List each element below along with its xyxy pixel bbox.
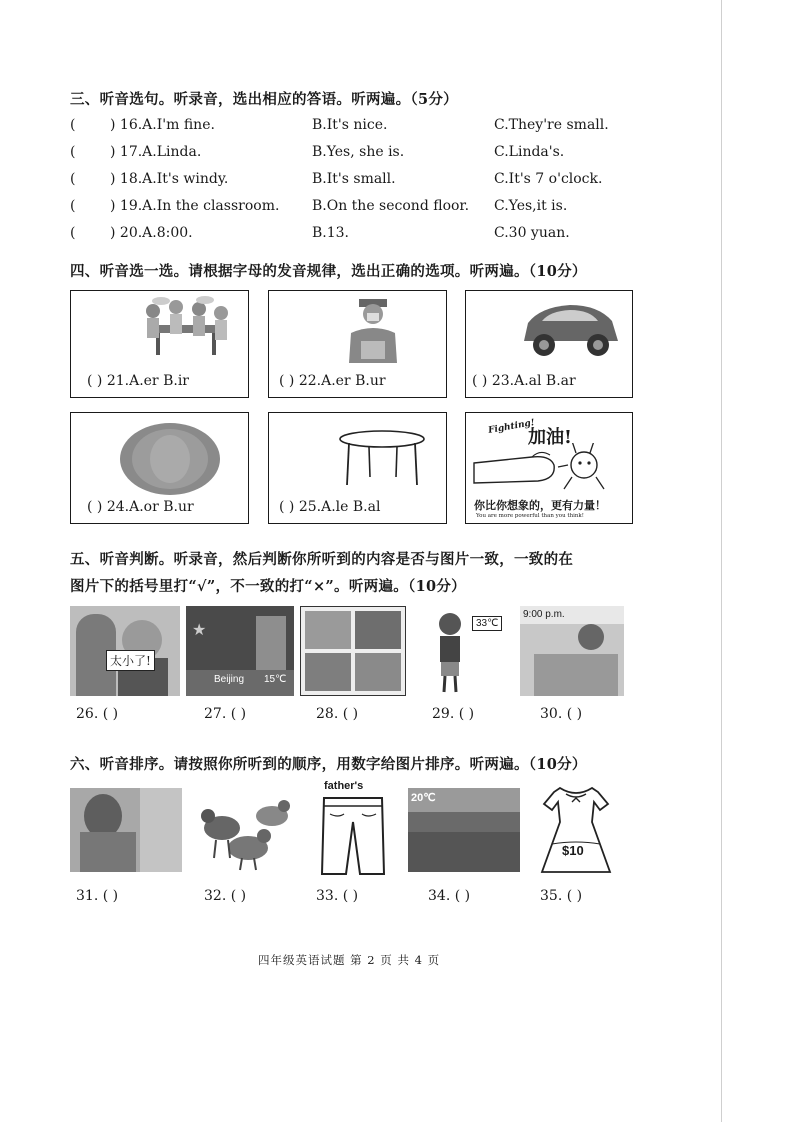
q19-b: B.On the second floor. [312, 198, 470, 214]
q29-temp-label: 33℃ [472, 616, 502, 631]
q16-b: B.It's nice. [312, 117, 388, 133]
car-picture [520, 301, 620, 359]
section4-title: 四、听音选一选。请根据字母的发音规律，选出正确的选项。听两遍。（10分） [70, 263, 587, 280]
q23-picture-box [465, 290, 633, 398]
q17-b: B.Yes, she is. [312, 144, 405, 160]
scan-edge-line [721, 0, 722, 1122]
q27-temp-label: 15℃ [264, 674, 287, 685]
q19-paren: ( [70, 198, 76, 214]
q18-paren: ( [70, 171, 76, 187]
q33-caption: 33. ( ) [316, 888, 359, 904]
q16-c: C.They're small. [494, 117, 609, 133]
q34-caption: 34. ( ) [428, 888, 471, 904]
q34-temp-label: 20℃ [411, 792, 436, 804]
q17-a: ) 17.A.Linda. [110, 144, 202, 160]
q27-picture: ★ Beijing 15℃ [186, 606, 294, 696]
q35-caption: 35. ( ) [540, 888, 583, 904]
q20-c: C.30 yuan. [494, 225, 570, 241]
q18-c: C.It's 7 o'clock. [494, 171, 603, 187]
q21-picture-box [70, 290, 249, 398]
page-footer: 四年级英语试题 第 2 页 共 4 页 [258, 953, 441, 967]
q22-label: ( ) 22.A.er B.ur [279, 373, 386, 389]
section5-title-line2: 图片下的括号里打“√”，不一致的打“×”。听两遍。（10分） [70, 578, 466, 595]
q34-picture [408, 788, 520, 872]
section3-title: 三、听音选句。听录音，选出相应的答语。听两遍。（5分） [70, 91, 458, 108]
q35-price-label: $10 [562, 843, 584, 858]
q33-label: father's [324, 780, 364, 792]
q20-paren: ( [70, 225, 76, 241]
q25-picture-box [268, 412, 447, 524]
table-picture [337, 429, 427, 489]
q24-picture-box [70, 412, 249, 524]
q35-dress-picture [536, 784, 616, 876]
q26-caption: 26. ( ) [76, 706, 119, 722]
section6-title: 六、听音排序。请按照你所听到的顺序，用数字给图片排序。听两遍。（10分） [70, 756, 587, 773]
q30-picture [520, 606, 624, 696]
q27-city-label: Beijing [214, 674, 245, 685]
fighting-text: Fighting! [487, 417, 536, 437]
cheer-heading: 加油! [528, 427, 572, 448]
q30-caption: 30. ( ) [540, 706, 583, 722]
q28-caption: 28. ( ) [316, 706, 359, 722]
q17-paren: ( [70, 144, 76, 160]
q20-a: ) 20.A.8:00. [110, 225, 193, 241]
q33-trousers-picture [318, 796, 388, 876]
q19-c: C.Yes,it is. [494, 198, 568, 214]
q23-label: ( ) 23.A.al B.ar [472, 373, 576, 389]
q31-caption: 31. ( ) [76, 888, 119, 904]
q27-caption: 27. ( ) [204, 706, 247, 722]
nurse-picture [337, 297, 409, 363]
q17-c: C.Linda's. [494, 144, 565, 160]
q18-b: B.It's small. [312, 171, 396, 187]
section5-title-line1: 五、听音判断。听录音，然后判断你所听到的内容是否与图片一致，一致的在 [70, 551, 574, 568]
q32-picture [192, 788, 296, 872]
q21-label: ( ) 21.A.er B.ir [87, 373, 189, 389]
q19-a: ) 19.A.In the classroom. [110, 198, 280, 214]
q25-label: ( ) 25.A.le B.al [279, 499, 381, 515]
q29-caption: 29. ( ) [432, 706, 475, 722]
q28-picture [300, 606, 406, 696]
q20-b: B.13. [312, 225, 350, 241]
cheer-cartoon-picture [472, 443, 628, 493]
q30-time-label: 9:00 p.m. [523, 609, 565, 620]
q31-picture [70, 788, 182, 872]
cheer-cartoon-box [465, 412, 633, 524]
q26-speech-bubble: 太小了! [106, 650, 155, 671]
q16-a: ) 16.A.I'm fine. [110, 117, 215, 133]
q18-a: ) 18.A.It's windy. [110, 171, 229, 187]
children-at-table-picture [131, 295, 241, 361]
ball-picture [115, 421, 225, 497]
cheer-en-caption: You are more powerful than you think! [476, 513, 584, 519]
cheer-cn-caption: 你比你想象的，更有力量！ [474, 499, 606, 512]
q22-picture-box [268, 290, 447, 398]
q24-label: ( ) 24.A.or B.ur [87, 499, 194, 515]
q26-picture [70, 606, 180, 696]
q32-caption: 32. ( ) [204, 888, 247, 904]
q16-paren: ( [70, 117, 76, 133]
